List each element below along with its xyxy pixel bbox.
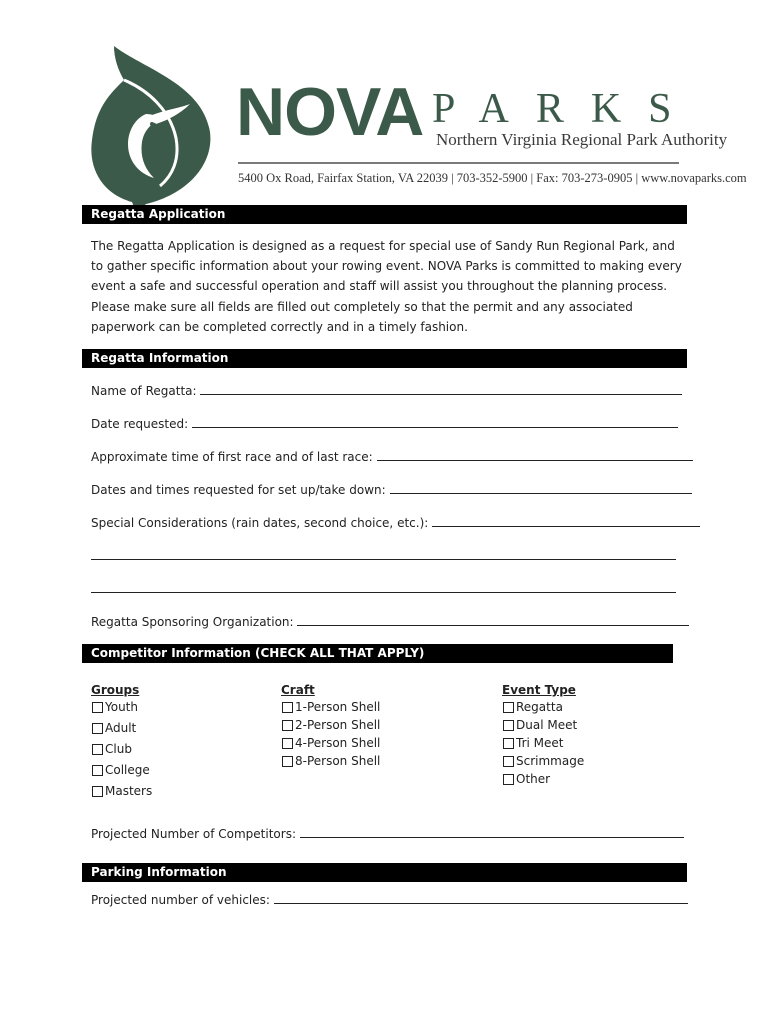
setup-takedown-input[interactable] [390, 482, 692, 494]
groups-heading: Groups [91, 683, 140, 697]
checkbox-icon[interactable] [503, 756, 514, 767]
brand-parks: PARKS [432, 86, 699, 132]
event-type-heading: Event Type [502, 683, 576, 697]
checkbox-option[interactable]: 1-Person Shell [281, 700, 380, 714]
header-divider [238, 162, 679, 164]
projected-vehicles-input[interactable] [274, 892, 688, 904]
special-considerations-input[interactable] [432, 515, 700, 527]
field-special-considerations-line-2 [91, 548, 676, 563]
special-considerations-input-3[interactable] [91, 581, 676, 593]
checkbox-icon[interactable] [503, 774, 514, 785]
checkbox-option[interactable]: Other [502, 772, 584, 786]
checkbox-option[interactable]: Youth [91, 700, 152, 714]
section-bar-parking-information: Parking Information [82, 863, 687, 882]
section-bar-competitor-information: Competitor Information (CHECK ALL THAT APPLY) [82, 644, 673, 663]
field-label: Projected number of vehicles: [91, 893, 270, 907]
nova-parks-leaf-logo [84, 44, 214, 214]
regatta-name-input[interactable] [200, 383, 682, 395]
date-requested-input[interactable] [192, 416, 678, 428]
field-projected-competitors [91, 826, 684, 841]
checkbox-option[interactable]: 4-Person Shell [281, 736, 380, 750]
checkbox-icon[interactable] [92, 723, 103, 734]
checkbox-option[interactable]: Dual Meet [502, 718, 584, 732]
craft-heading: Craft [281, 683, 315, 697]
field-setup-takedown [91, 482, 692, 497]
projected-competitors-input[interactable] [300, 826, 684, 838]
craft-column [281, 683, 380, 768]
special-considerations-input-2[interactable] [91, 548, 676, 560]
field-sponsoring-organization [91, 614, 689, 629]
checkbox-icon[interactable] [92, 744, 103, 755]
checkbox-icon[interactable] [282, 702, 293, 713]
checkbox-option[interactable]: Scrimmage [502, 754, 584, 768]
checkbox-option[interactable]: Tri Meet [502, 736, 584, 750]
field-label: Approximate time of first race and of last race: [91, 450, 373, 464]
field-date-requested [91, 416, 678, 431]
race-times-input[interactable] [377, 449, 693, 461]
checkbox-icon[interactable] [503, 738, 514, 749]
checkbox-option[interactable]: 2-Person Shell [281, 718, 380, 732]
checkbox-option[interactable]: 8-Person Shell [281, 754, 380, 768]
checkbox-icon[interactable] [282, 756, 293, 767]
field-special-considerations [91, 515, 700, 530]
field-label: Special Considerations (rain dates, second choice, etc.): [91, 516, 429, 530]
field-label: Name of Regatta: [91, 384, 197, 398]
groups-column [91, 683, 152, 798]
field-label: Regatta Sponsoring Organization: [91, 615, 294, 629]
intro-paragraph: The Regatta Application is designed as a request for special use of Sandy Run Regional Park, and to gather specific information about your rowing event. NOVA Parks is committed to making every event a safe and successful operation and staff will assist you throughout the planning process. Please make sure all fields are filled out completely so that the permit and any associated paperwork can be completed correctly and in a timely fashion. [91, 239, 682, 334]
checkbox-icon[interactable] [503, 720, 514, 731]
checkbox-option[interactable]: Masters [91, 784, 152, 798]
field-race-times [91, 449, 693, 464]
sponsoring-organization-input[interactable] [297, 614, 689, 626]
checkbox-icon[interactable] [503, 702, 514, 713]
field-name-of-regatta [91, 383, 682, 398]
section-bar-regatta-application: Regatta Application [82, 205, 687, 224]
section-bar-regatta-information: Regatta Information [82, 349, 687, 368]
checkbox-icon[interactable] [282, 738, 293, 749]
field-label: Dates and times requested for set up/take down: [91, 483, 386, 497]
checkbox-option[interactable]: Club [91, 742, 152, 756]
checkbox-option[interactable]: Adult [91, 721, 152, 735]
field-special-considerations-line-3 [91, 581, 676, 596]
checkbox-icon[interactable] [92, 765, 103, 776]
brand-nova: NOVA [236, 74, 424, 150]
checkbox-icon[interactable] [282, 720, 293, 731]
checkbox-icon[interactable] [92, 702, 103, 713]
event-type-column [502, 683, 584, 786]
checkbox-option[interactable]: Regatta [502, 700, 584, 714]
organization-name: Northern Virginia Regional Park Authority [436, 130, 728, 149]
contact-line: 5400 Ox Road, Fairfax Station, VA 22039 | 703-352-5900 | Fax: 703-273-0905 | www.novaparks.com [238, 171, 747, 185]
checkbox-option[interactable]: College [91, 763, 152, 777]
checkbox-icon[interactable] [92, 786, 103, 797]
field-label: Projected Number of Competitors: [91, 827, 296, 841]
field-projected-vehicles [91, 892, 688, 907]
field-label: Date requested: [91, 417, 189, 431]
